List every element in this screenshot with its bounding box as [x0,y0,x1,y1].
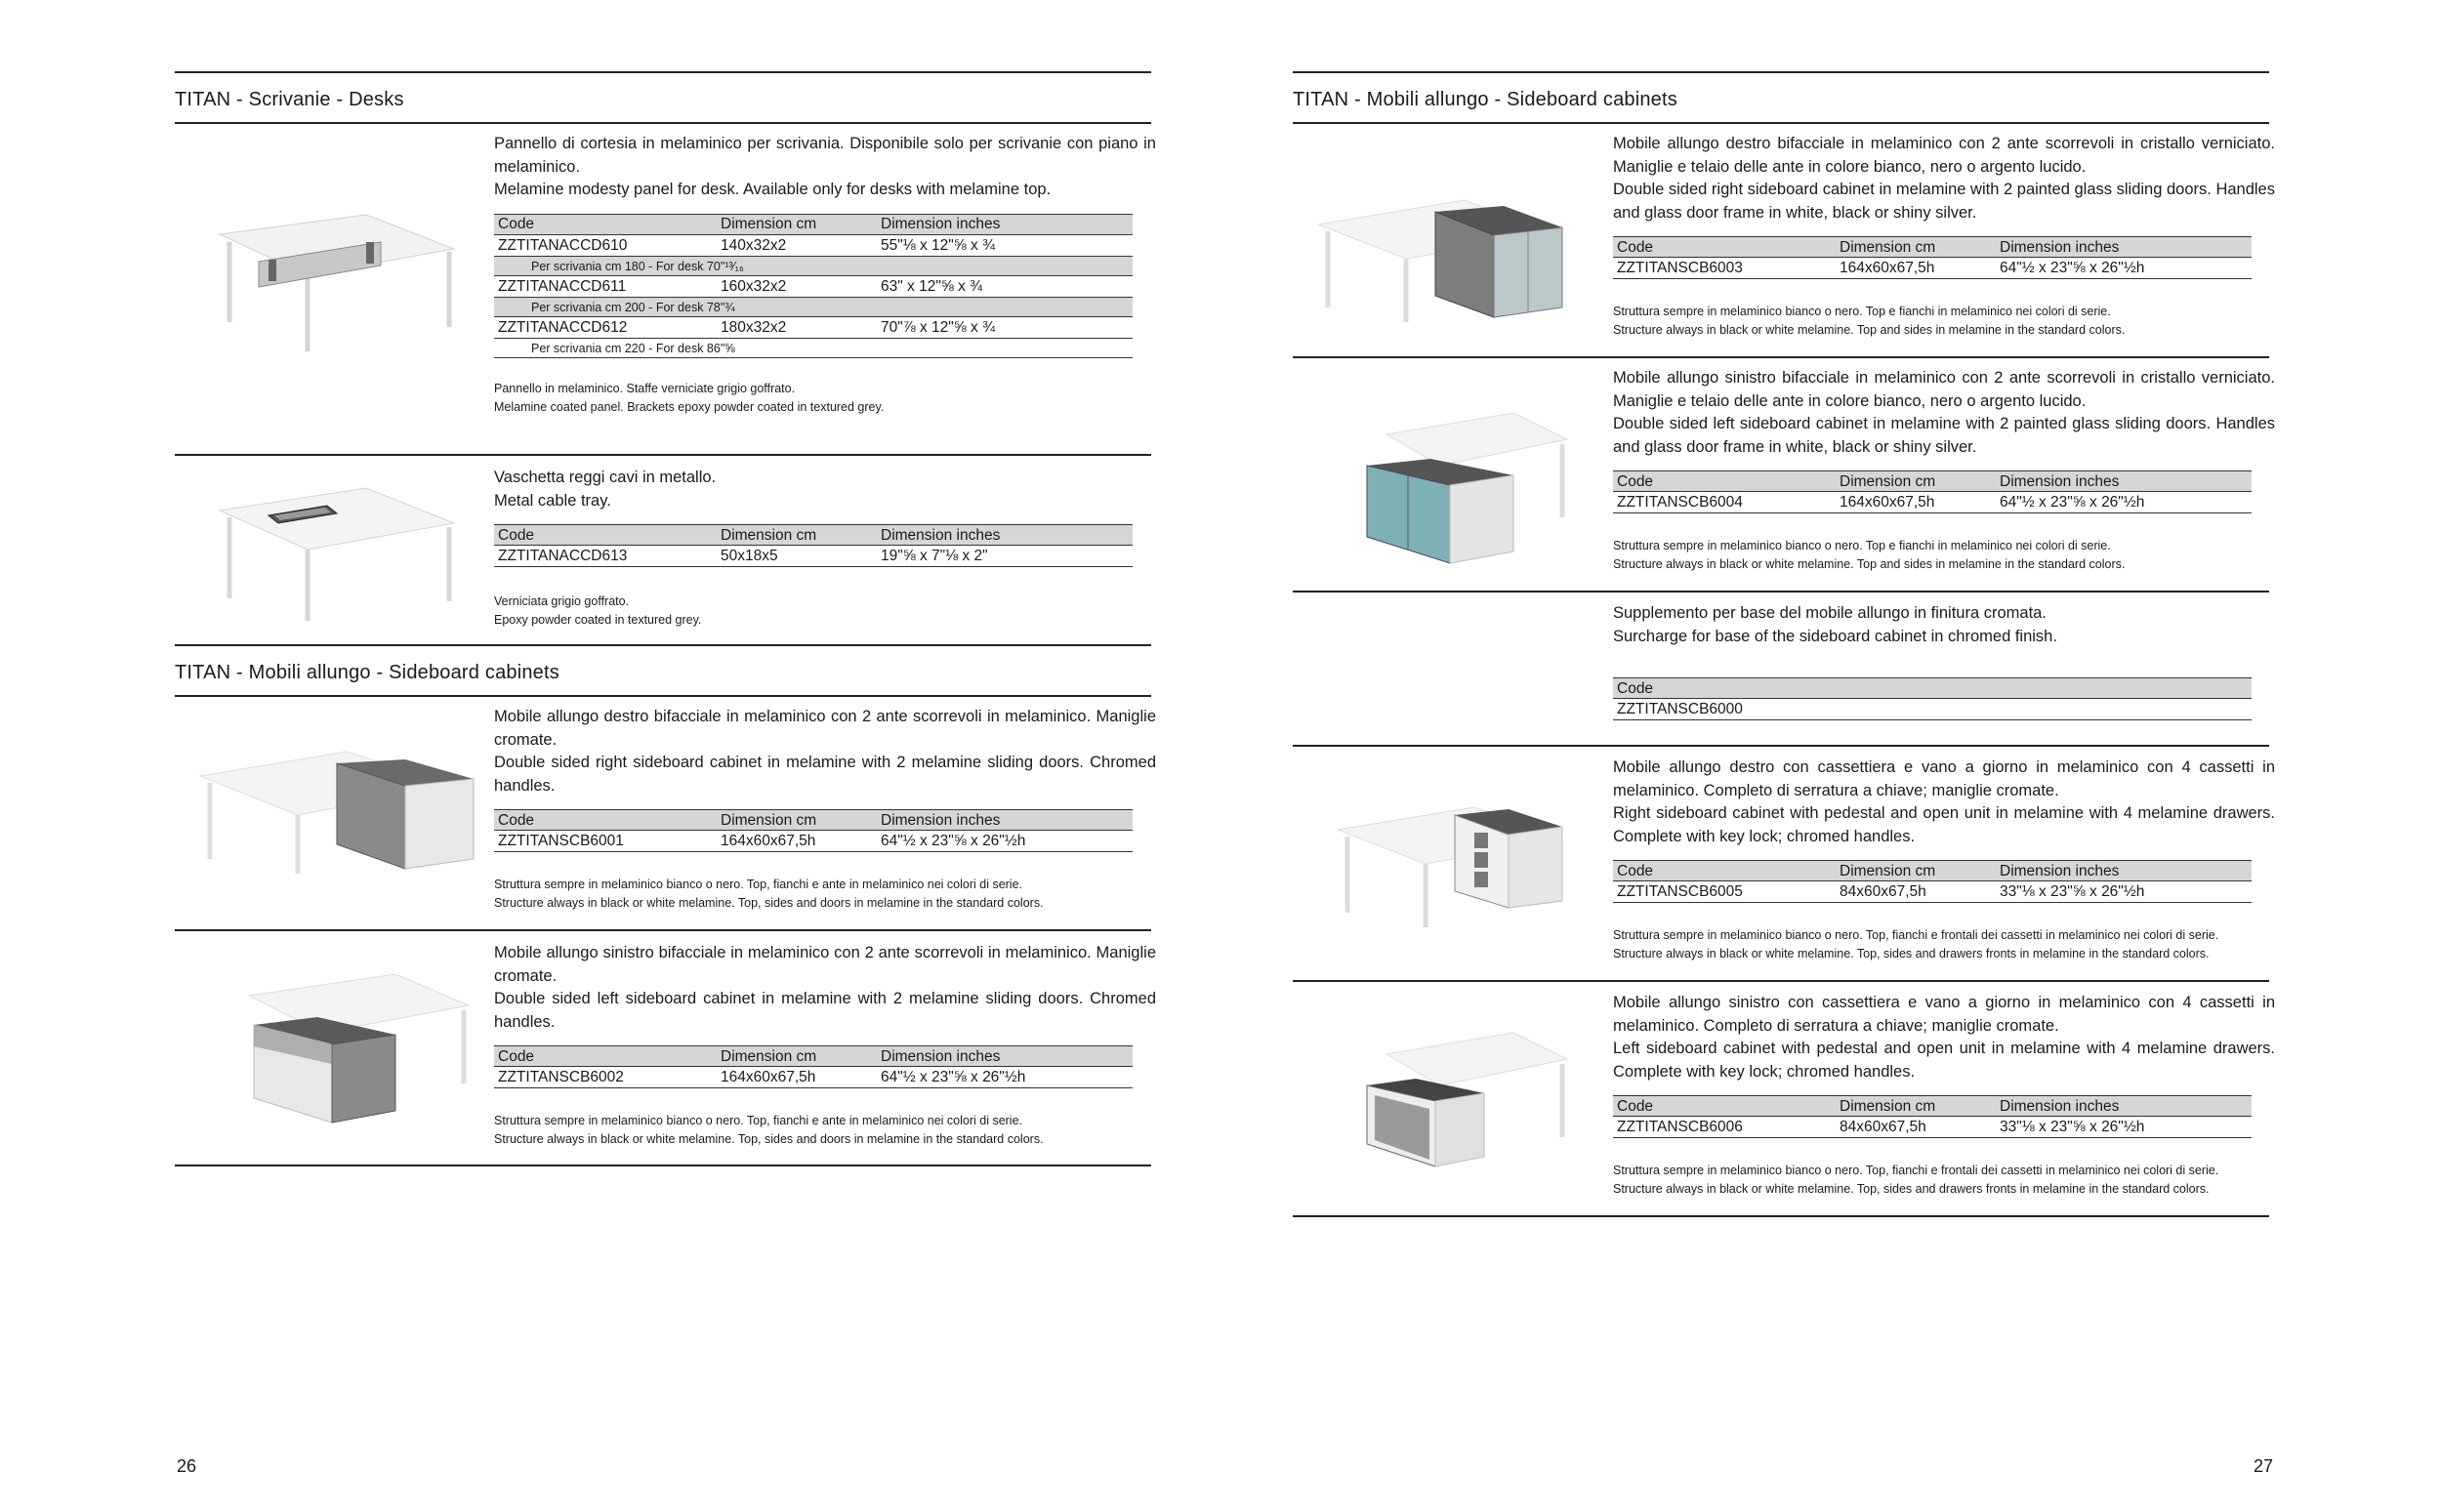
header-dimension-inches: Dimension inches [877,810,1133,831]
inches-cell: 63" x 12"⅝ x ¾ [877,275,1133,297]
spec-table [1613,860,2252,903]
footnote-en: Melamine coated panel. Brackets epoxy powder coated in textured grey. [494,399,885,414]
footnote-en: Structure always in black or white melamine. Top, sides and doors in melamine in the standard colors. [494,896,1044,910]
cm-cell: 164x60x67,5h [1836,492,1996,513]
entry-sideboard-6001 [494,706,1156,913]
section-title-desks [175,71,1151,124]
header-code: Code [494,525,717,546]
header-code: Code [494,1046,717,1067]
description-en: Double sided right sideboard cabinet in melamine with 2 melamine sliding doors. Chromed handles. [494,754,1156,795]
footnote [494,1112,1156,1149]
footnote-it: Struttura sempre in melaminico bianco o nero. Top e fianchi in melaminico nei colori di serie. [1613,305,2111,318]
sideboard-left-image [229,966,474,1127]
section-title-sideboards [1293,71,2269,124]
divider [1293,745,2269,747]
section-title-text: TITAN - Scrivanie - Desks [175,89,404,110]
spec-table [1613,677,2252,720]
code-cell: ZZTITANSCB6002 [494,1067,717,1088]
spec-table [1613,236,2252,279]
table-row [494,1067,1133,1088]
header-dimension-inches: Dimension inches [1996,471,2252,492]
description-it: Mobile allungo sinistro bifacciale in melaminico con 2 ante scorrevoli in cristallo verniciato. Maniglie e telaio delle ante in colore bianco, nero o argento lucido. [1613,369,2275,410]
description-it: Mobile allungo destro con cassettiera e vano a giorno in melaminico con 4 cassetti in melaminico. Completo di serratura a chiave; maniglie cromate. [1613,758,2275,799]
note-cell: Per scrivania cm 220 - For desk 86"⅝ [494,338,1133,357]
table-row [1613,699,2252,720]
description-en: Double sided left sideboard cabinet in melamine with 2 melamine sliding doors. Chromed handles. [494,990,1156,1031]
entry-sideboard-6005 [1613,756,2275,963]
footnote-it: Verniciata grigio goffrato. [494,594,630,608]
divider [1293,1215,2269,1217]
section-title-text: TITAN - Mobili allungo - Sideboard cabinets [175,662,559,683]
table-row [494,831,1133,852]
sideboard-glass-right-image [1308,190,1572,327]
footnote [1613,537,2275,574]
header-dimension-cm: Dimension cm [1836,237,1996,258]
header-dimension-inches: Dimension inches [877,525,1133,546]
entry-sideboard-6003 [1613,133,2275,340]
sideboard-glass-left-image [1357,405,1572,571]
description-en: Surcharge for base of the sideboard cabinet in chromed finish. [1613,627,2057,645]
header-dimension-cm: Dimension cm [717,525,877,546]
table-row [1613,881,2252,903]
header-code: Code [494,810,717,831]
divider [1293,591,2269,593]
header-dimension-inches: Dimension inches [877,214,1133,234]
description-it: Mobile allungo sinistro bifacciale in melaminico con 2 ante scorrevoli in melaminico. Maniglie cromate. [494,944,1156,985]
entry-sideboard-6006 [1613,992,2275,1199]
divider [175,929,1151,931]
code-cell: ZZTITANACCD611 [494,275,717,297]
cm-cell: 84x60x67,5h [1836,881,1996,903]
header-dimension-cm: Dimension cm [1836,861,1996,881]
header-dimension-cm: Dimension cm [1836,1096,1996,1117]
entry-sideboard-6004 [1613,367,2275,574]
section-title-text: TITAN - Mobili allungo - Sideboard cabinets [1293,89,1677,110]
code-cell: ZZTITANSCB6006 [1613,1117,1836,1138]
spec-table [494,524,1133,567]
inches-cell: 64"½ x 23"⅝ x 26"½h [1996,492,2252,513]
page-number: 27 [2254,1456,2274,1476]
inches-cell: 64"½ x 23"⅝ x 26"½h [1996,258,2252,279]
sideboard-right-image [190,742,483,879]
divider [175,1165,1151,1166]
inches-cell: 64"½ x 23"⅝ x 26"½h [877,1067,1133,1088]
code-cell: ZZTITANACCD610 [494,234,717,256]
cm-cell: 84x60x67,5h [1836,1117,1996,1138]
desk-modesty-panel-image [210,205,464,356]
description-it: Mobile allungo destro bifacciale in melaminico con 2 ante scorrevoli in melaminico. Maniglie cromate. [494,708,1156,749]
entry-modesty-panel [494,133,1156,417]
footnote-it: Struttura sempre in melaminico bianco o nero. Top, fianchi e ante in melaminico nei colori di serie. [494,1114,1023,1127]
footnote [1613,1162,2275,1199]
footnote-it: Struttura sempre in melaminico bianco o nero. Top e fianchi in melaminico nei colori di serie. [1613,539,2111,552]
footnote-en: Structure always in black or white melamine. Top and sides in melamine in the standard colors. [1613,557,2126,571]
entry-sideboard-6002 [494,942,1156,1149]
footnote [1613,303,2275,340]
inches-cell: 33"⅛ x 23"⅝ x 26"½h [1996,1117,2252,1138]
cm-cell: 180x32x2 [717,316,877,338]
table-row [1613,258,2252,279]
inches-cell: 55"⅛ x 12"⅝ x ¾ [877,234,1133,256]
code-cell: ZZTITANACCD612 [494,316,717,338]
code-cell: ZZTITANACCD613 [494,546,717,567]
header-dimension-inches: Dimension inches [877,1046,1133,1067]
sideboard-pedestal-left-image [1357,1025,1572,1171]
cm-cell: 50x18x5 [717,546,877,567]
note-cell: Per scrivania cm 180 - For desk 70"¹³⁄₁₆ [494,256,1133,275]
note-cell: Per scrivania cm 200 - For desk 78"¾ [494,297,1133,316]
table-row [494,234,1133,256]
cm-cell: 164x60x67,5h [717,1067,877,1088]
description-en: Right sideboard cabinet with pedestal and open unit in melamine with 4 melamine drawers. Complete with key lock; chromed handles. [1613,804,2275,845]
footnote-it: Struttura sempre in melaminico bianco o nero. Top, fianchi e ante in melaminico nei colori di serie. [494,878,1023,891]
cm-cell: 164x60x67,5h [1836,258,1996,279]
header-dimension-cm: Dimension cm [717,810,877,831]
header-dimension-cm: Dimension cm [1836,471,1996,492]
footnote-it: Pannello in melaminico. Staffe verniciate grigio goffrato. [494,381,796,395]
inches-cell: 19"⅝ x 7"⅛ x 2" [877,546,1133,567]
footnote-en: Structure always in black or white melamine. Top, sides and doors in melamine in the standard colors. [494,1132,1044,1146]
spec-table [1613,470,2252,513]
right-page [1220,0,2441,1512]
footnote [494,380,1156,417]
header-code: Code [1613,678,2252,699]
inches-cell: 64"½ x 23"⅝ x 26"½h [877,831,1133,852]
spec-table [494,809,1133,852]
table-note-row [494,256,1133,275]
footnote [494,593,1156,630]
code-cell: ZZTITANSCB6003 [1613,258,1836,279]
spec-table [494,1045,1133,1088]
footnote-en: Structure always in black or white melamine. Top and sides in melamine in the standard colors. [1613,323,2126,337]
table-row [494,275,1133,297]
code-cell: ZZTITANSCB6005 [1613,881,1836,903]
inches-cell: 33"⅛ x 23"⅝ x 26"½h [1996,881,2252,903]
description-en: Metal cable tray. [494,491,611,510]
table-note-row [494,338,1133,357]
header-dimension-inches: Dimension inches [1996,237,2252,258]
description-it: Supplemento per base del mobile allungo in finitura cromata. [1613,604,2047,622]
description-it: Mobile allungo destro bifacciale in melaminico con 2 ante scorrevoli in cristallo verniciato. Maniglie e telaio delle ante in colore bianco, nero o argento lucido. [1613,135,2275,176]
table-row [494,546,1133,567]
description-it: Pannello di cortesia in melaminico per scrivania. Disponibile solo per scrivanie con piano in melaminico. [494,135,1156,176]
spec-table [494,214,1133,358]
table-note-row [494,297,1133,316]
code-cell: ZZTITANSCB6004 [1613,492,1836,513]
footnote-it: Struttura sempre in melaminico bianco o nero. Top, fianchi e frontali dei cassetti in melaminico nei colori di serie. [1613,928,2219,942]
footnote-en: Structure always in black or white melamine. Top, sides and drawers fronts in melamine in the standard colors. [1613,947,2210,960]
header-dimension-inches: Dimension inches [1996,1096,2252,1117]
table-row [1613,492,2252,513]
description-it: Vaschetta reggi cavi in metallo. [494,469,717,486]
header-dimension-cm: Dimension cm [717,1046,877,1067]
code-cell: ZZTITANSCB6000 [1613,699,2252,720]
header-code: Code [1613,237,1836,258]
header-dimension-inches: Dimension inches [1996,861,2252,881]
header-code: Code [1613,1096,1836,1117]
entry-cable-tray [494,467,1156,630]
cable-tray-image [210,476,464,623]
header-code: Code [1613,471,1836,492]
footnote-it: Struttura sempre in melaminico bianco o nero. Top, fianchi e frontali dei cassetti in melaminico nei colori di serie. [1613,1164,2219,1177]
sideboard-pedestal-right-image [1328,796,1572,932]
cm-cell: 140x32x2 [717,234,877,256]
footnote [1613,926,2275,963]
cm-cell: 160x32x2 [717,275,877,297]
header-code: Code [494,214,717,234]
cm-cell: 164x60x67,5h [717,831,877,852]
header-code: Code [1613,861,1836,881]
description-it: Mobile allungo sinistro con cassettiera e vano a giorno in melaminico con 4 cassetti in melaminico. Completo di serratura a chiave; maniglie cromate. [1613,994,2275,1035]
description-en: Left sideboard cabinet with pedestal and open unit in melamine with 4 melamine drawers. Complete with key lock; chromed handles. [1613,1040,2275,1081]
description-en: Double sided right sideboard cabinet in melamine with 2 painted glass sliding doors. Handles and glass door frame in white, black or shiny silver. [1613,181,2275,222]
footnote-en: Epoxy powder coated in textured grey. [494,613,702,627]
page-number: 26 [177,1456,197,1476]
inches-cell: 70"⅞ x 12"⅝ x ¾ [877,316,1133,338]
left-page [0,0,1220,1512]
section-title-sideboards [175,644,1151,697]
footnote [494,876,1156,913]
entry-chrome-base [1613,602,2275,720]
footnote-en: Structure always in black or white melamine. Top, sides and drawers fronts in melamine in the standard colors. [1613,1182,2210,1196]
description-en: Double sided left sideboard cabinet in melamine with 2 painted glass sliding doors. Handles and glass door frame in white, black or shiny silver. [1613,415,2275,456]
description-en: Melamine modesty panel for desk. Available only for desks with melamine top. [494,181,1052,198]
divider [1293,356,2269,358]
spec-table [1613,1095,2252,1138]
table-row [494,316,1133,338]
table-row [1613,1117,2252,1138]
header-dimension-cm: Dimension cm [717,214,877,234]
divider [1293,980,2269,982]
code-cell: ZZTITANSCB6001 [494,831,717,852]
divider [175,454,1151,456]
